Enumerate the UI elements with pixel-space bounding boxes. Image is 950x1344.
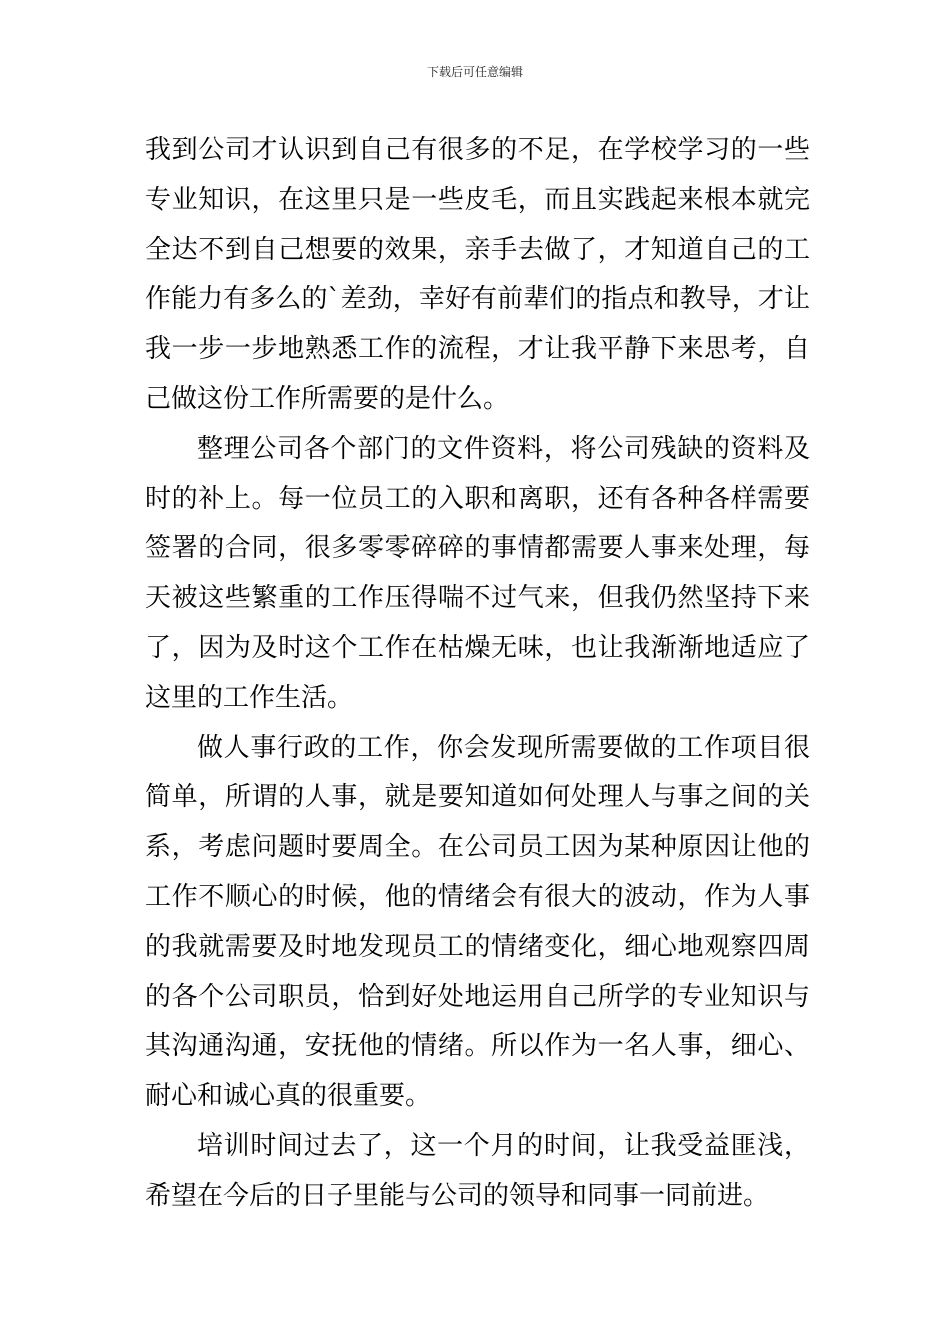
paragraph-3: 做人事行政的工作，你会发现所需要做的工作项目很简单，所谓的人事，就是要知道如何处理人与事之间的关系，考虑问题时要周全。在公司员工因为某种原因让他的工作不顺心的时候，他的情绪会有很大的波动，作为人事的我就需要及时地发现员工的情绪变化，细心地观察四周的各个公司职员，恰到好处地运用自己所学的专业知识与其沟通沟通，安抚他的情绪。所以作为一名人事，细心、耐心和诚心真的很重要。 xyxy=(145,732,810,1112)
paragraph-4: 培训时间过去了，这一个月的时间，让我受益匪浅，希望在今后的日子里能与公司的领导和同事一同前进。 xyxy=(145,1130,810,1211)
page-header-note: 下载后可任意编辑 xyxy=(426,65,523,79)
paragraph-1: 我到公司才认识到自己有很多的不足，在学校学习的一些专业知识，在这里只是一些皮毛，而且实践起来根本就完全达不到自己想要的效果，亲手去做了，才知道自己的工作能力有多么的`差劲，幸好有前辈们的指点和教导，才让我一步一步地熟悉工作的流程，才让我平静下来思考，自己做这份工作所需要的是什么。 xyxy=(145,135,810,414)
paragraph-2: 整理公司各个部门的文件资料，将公司残缺的资料及时的补上。每一位员工的入职和离职，还有各种各样需要签署的合同，很多零零碎碎的事情都需要人事来处理，每天被这些繁重的工作压得喘不过气来，但我仍然坚持下来了，因为及时这个工作在枯燥无味，也让我渐渐地适应了这里的工作生活。 xyxy=(145,433,810,713)
document-body xyxy=(145,126,810,1222)
